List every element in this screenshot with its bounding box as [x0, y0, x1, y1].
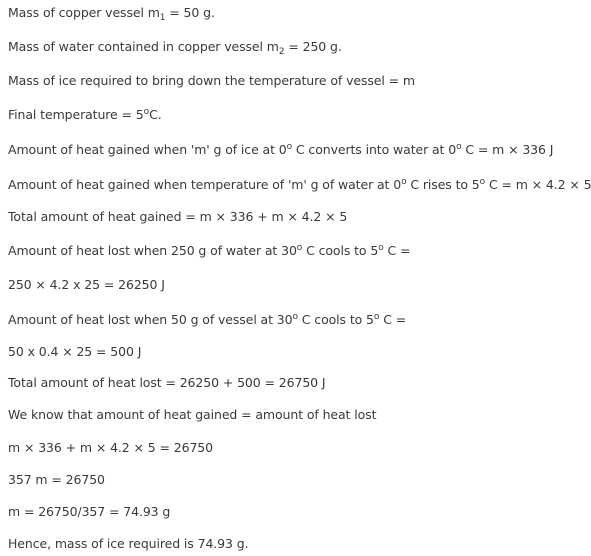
text: Mass of copper vessel m: [8, 5, 160, 20]
text: Amount of heat gained when 'm' g of ice at 0: [8, 142, 287, 157]
line-final-temperature: [8, 107, 162, 123]
superscript: o: [296, 243, 303, 253]
line-copper-vessel-mass: [8, 5, 215, 21]
superscript: o: [373, 312, 380, 322]
superscript: o: [378, 243, 384, 253]
text: Amount of heat lost when 50 g of vessel at 30: [8, 312, 293, 327]
text: Amount of heat gained when temperature of 'm' g of water at 0: [8, 177, 402, 192]
line-heat-gained-melting: [8, 142, 553, 158]
text: C =: [383, 243, 411, 258]
text: Mass of water contained in copper vessel m: [8, 39, 279, 54]
text: Final temperature = 5: [8, 107, 144, 122]
superscript: o: [143, 107, 150, 117]
superscript: o: [292, 312, 298, 322]
line-solution: m = 26750/357 = 74.93 g: [8, 504, 171, 519]
text: Amount of heat lost when 250 g of water at 30: [8, 243, 297, 258]
line-heat-lost-water: [8, 243, 410, 259]
text: C =: [379, 312, 407, 327]
text: C = m × 336 J: [461, 142, 554, 157]
line-ice-mass: Mass of ice required to bring down the temperature of vessel = m: [8, 73, 415, 88]
superscript: o: [456, 142, 462, 152]
line-conclusion: Hence, mass of ice required is 74.93 g.: [8, 536, 249, 551]
superscript: o: [479, 177, 486, 187]
line-total-heat-gained: Total amount of heat gained = m × 336 + m × 4.2 × 5: [8, 209, 348, 224]
text: = 250 g.: [284, 39, 342, 54]
text: C rises to 5: [406, 177, 480, 192]
line-heat-lost-water-calc: 250 × 4.2 x 25 = 26250 J: [8, 277, 165, 292]
superscript: o: [286, 142, 293, 152]
superscript: o: [401, 177, 407, 187]
text: C cools to 5: [302, 243, 379, 258]
text: C = m × 4.2 × 5: [485, 177, 591, 192]
text: C cools to 5: [297, 312, 374, 327]
line-heat-lost-vessel: [8, 312, 406, 328]
line-principle: We know that amount of heat gained = amount of heat lost: [8, 407, 377, 422]
text: = 50 g.: [165, 5, 215, 20]
subscript: 2: [278, 47, 285, 57]
line-simplified-equation: 357 m = 26750: [8, 472, 105, 487]
text: C.: [149, 107, 162, 122]
line-water-mass: [8, 39, 342, 55]
line-heat-lost-vessel-calc: 50 x 0.4 × 25 = 500 J: [8, 344, 142, 359]
line-heat-gained-warming: [8, 177, 591, 193]
line-total-heat-lost: Total amount of heat lost = 26250 + 500 = 26750 J: [8, 375, 326, 390]
subscript: 1: [159, 13, 166, 23]
text: C converts into water at 0: [292, 142, 457, 157]
line-equation: m × 336 + m × 4.2 × 5 = 26750: [8, 440, 214, 455]
